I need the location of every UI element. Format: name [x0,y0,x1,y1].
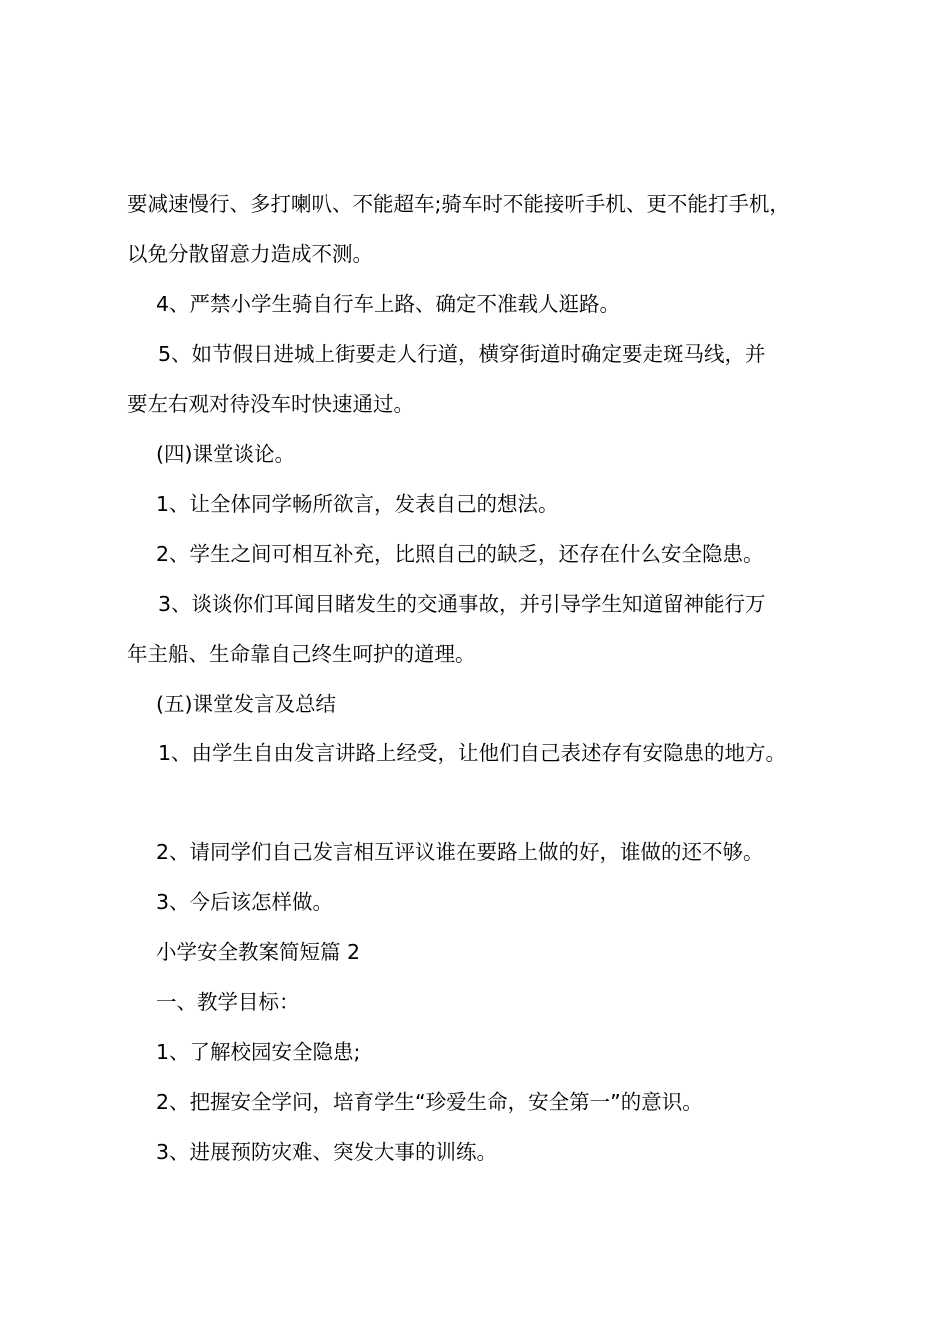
section-heading: (五)课堂发言及总结 [156,692,336,716]
paragraph-line: 2、请同学们自己发言相互评议谁在要路上做的好，谁做的还不够。 [156,840,764,864]
paragraph-line: 2、把握安全学问，培育学生“珍爱生命，安全第一”的意识。 [156,1090,703,1114]
paragraph-line: 要减速慢行、多打喇叭、不能超车;骑车时不能接听手机、更不能打手机， [127,192,790,216]
paragraph-line: 3、谈谈你们耳闻目睹发生的交通事故，并引导学生知道留神能行万 [158,592,766,616]
paragraph-line: 3、今后该怎样做。 [156,890,334,914]
paragraph-line: 5、如节假日进城上街要走人行道，横穿街道时确定要走斑马线，并 [158,342,766,366]
paragraph-line: 4、严禁小学生骑自行车上路、确定不准载人逛路。 [156,292,621,316]
paragraph-line: 1、了解校园安全隐患; [156,1040,361,1064]
section-heading: 一、教学目标： [156,990,300,1014]
paragraph-line: 1、让全体同学畅所欲言，发表自己的想法。 [156,492,559,516]
article-title: 小学安全教案简短篇 2 [156,940,361,964]
paragraph-line: 2、学生之间可相互补充，比照自己的缺乏，还存在什么安全隐患。 [156,542,764,566]
section-heading: (四)课堂谈论。 [156,442,295,466]
paragraph-line: 年主船、生命靠自己终生呵护的道理。 [127,642,476,666]
paragraph-line: 1、由学生自由发言讲路上经受，让他们自己表述存有安隐患的地方。 [158,741,787,765]
paragraph-line: 以免分散留意力造成不测。 [127,242,373,266]
paragraph-line: 3、进展预防灾难、突发大事的训练。 [156,1140,498,1164]
paragraph-line: 要左右观对待没车时快速通过。 [127,392,414,416]
